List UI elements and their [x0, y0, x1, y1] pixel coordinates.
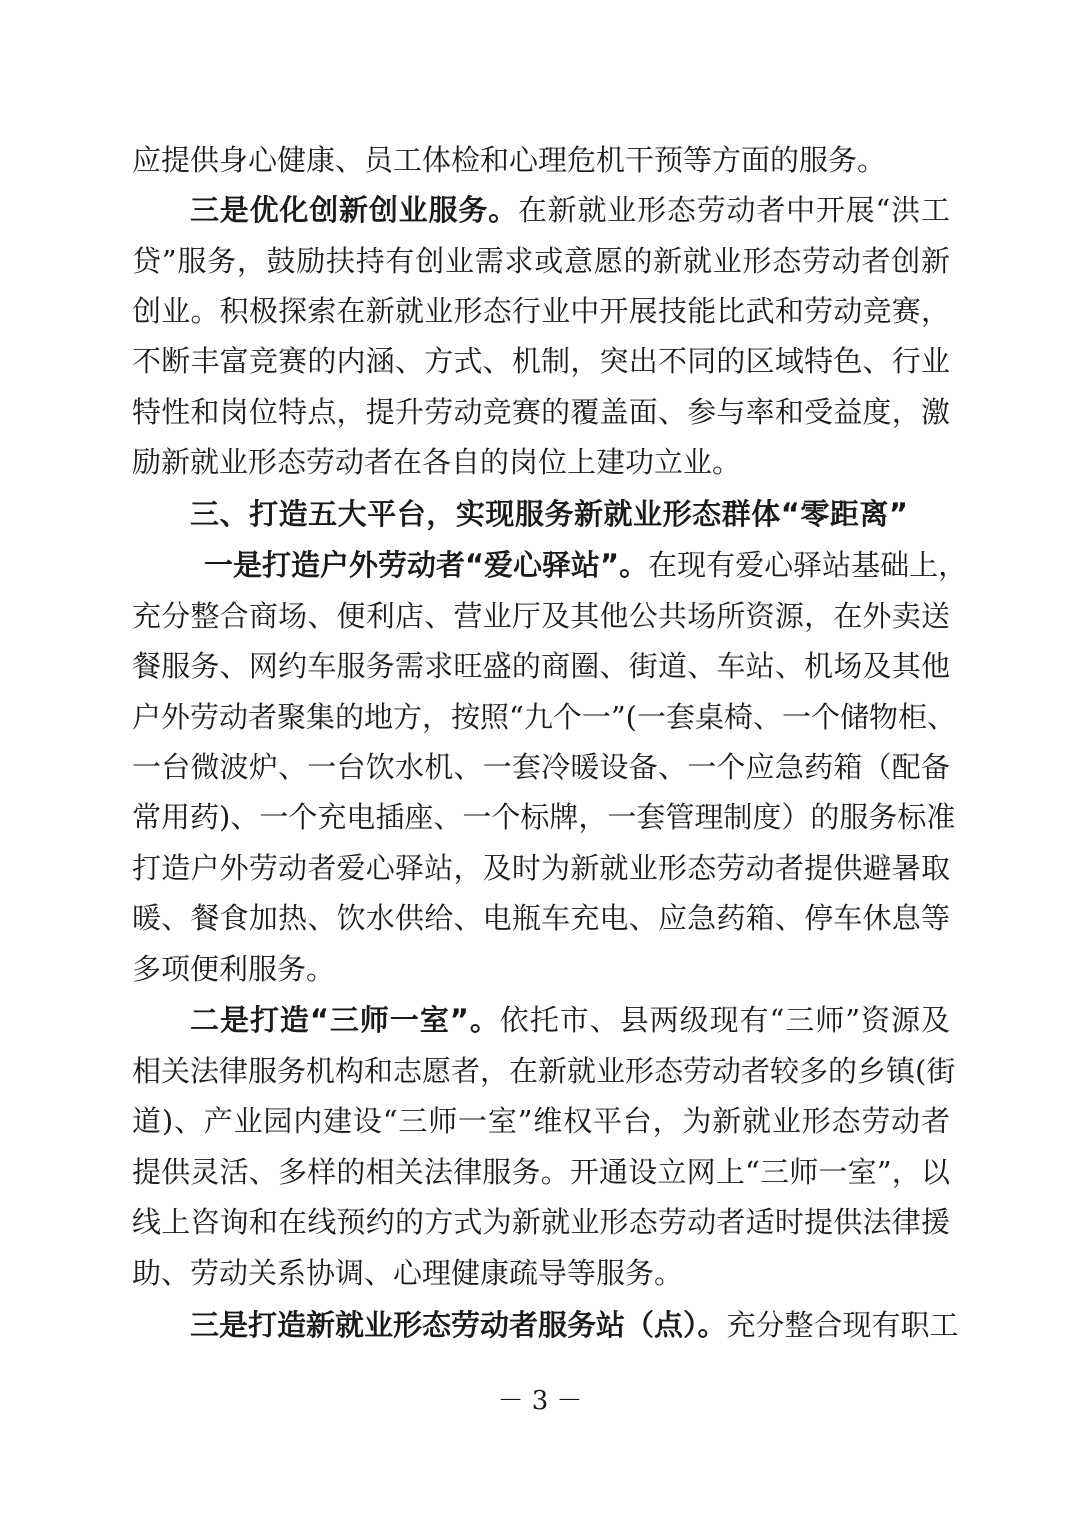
text-line-12	[132, 697, 956, 737]
line-text: 贷”服务，鼓励扶持有创业需求或意愿的新就业形态劳动者创新	[132, 244, 950, 278]
line-text: 打造户外劳动者爱心驿站，及时为新就业形态劳动者提供避暑取	[132, 851, 950, 885]
text-line-13	[132, 747, 950, 787]
text-line-9	[204, 545, 968, 585]
subheading-service-station: 三是打造新就业形态劳动者服务站（点）。	[190, 1308, 727, 1342]
text-line-17	[132, 949, 950, 989]
line-text: 依托市、县两级现有“三师”资源及	[499, 1003, 950, 1037]
page-number: － 3 －	[497, 1386, 583, 1416]
text-line-11	[132, 646, 950, 686]
section-heading-line	[190, 494, 908, 534]
text-line-14	[132, 797, 956, 837]
text-line-10	[132, 596, 950, 636]
text-line-6	[132, 392, 950, 432]
line-text: 不断丰富竞赛的内涵、方式、机制，突出不同的区域特色、行业	[132, 344, 950, 378]
text-line-24	[190, 1305, 959, 1345]
line-text: 道)、产业园内建设“三师一室”维权平台，为新就业形态劳动者	[132, 1104, 950, 1138]
line-text: 充分整合现有职工	[726, 1308, 959, 1342]
text-line-20	[132, 1101, 950, 1141]
text-line-3	[132, 241, 950, 281]
line-text: 餐服务、网约车服务需求旺盛的商圈、街道、车站、机场及其他	[132, 649, 950, 683]
line-text: 充分整合商场、便利店、营业厅及其他公共场所资源，在外卖送	[132, 599, 950, 633]
line-text: 多项便利服务。	[132, 952, 336, 986]
line-text: 线上咨询和在线预约的方式为新就业形态劳动者适时提供法律援	[132, 1205, 950, 1239]
text-line-7	[132, 442, 950, 482]
line-text: 在新就业形态劳动者中开展“洪工	[517, 193, 950, 227]
subheading-love-station: 一是打造户外劳动者“爱心驿站”。	[204, 548, 649, 582]
line-text: 励新就业形态劳动者在各自的岗位上建功立业。	[132, 445, 742, 479]
line-text: 特性和岗位特点，提升劳动竞赛的覆盖面、参与率和受益度，激	[132, 395, 950, 429]
text-line-18	[190, 1000, 950, 1040]
line-text: 相关法律服务机构和志愿者，在新就业形态劳动者较多的乡镇(街	[132, 1054, 956, 1088]
line-text: 助、劳动关系协调、心理健康疏导等服务。	[132, 1256, 684, 1290]
text-line-15	[132, 848, 950, 888]
line-text: 户外劳动者聚集的地方，按照“九个一”(一套桌椅、一个储物柜、	[132, 700, 956, 734]
line-text: 暖、餐食加热、饮水供给、电瓶车充电、应急药箱、停车休息等	[132, 901, 950, 935]
section-heading-optimize-entrepreneurship: 三是优化创新创业服务。	[190, 193, 518, 227]
text-line-4	[132, 291, 950, 331]
text-line-23	[132, 1253, 950, 1293]
line-text: 在现有爱心驿站基础上，	[648, 548, 968, 582]
subheading-three-masters-one-room: 二是打造“三师一室”。	[190, 1003, 500, 1037]
text-line-16	[132, 898, 950, 938]
line-text: 创业。积极探索在新就业形态行业中开展技能比武和劳动竞赛，	[132, 294, 950, 328]
line-text: 常用药)、一个充电插座、一个标牌，一套管理制度）的服务标准	[132, 800, 956, 834]
line-text: 应提供身心健康、员工体检和心理危机干预等方面的服务。	[132, 143, 887, 177]
line-text: 一台微波炉、一台饮水机、一套冷暖设备、一个应急药箱（配备	[132, 750, 950, 784]
text-line-19	[132, 1051, 956, 1091]
line-text: 提供灵活、多样的相关法律服务。开通设立网上“三师一室”，以	[132, 1155, 950, 1189]
text-line-21	[132, 1152, 950, 1192]
text-line-1	[132, 140, 950, 180]
text-line-5	[132, 341, 950, 381]
text-line-2	[190, 190, 950, 230]
text-line-22	[132, 1202, 950, 1242]
section-heading-five-platforms: 三、打造五大平台，实现服务新就业形态群体“零距离”	[190, 497, 908, 531]
